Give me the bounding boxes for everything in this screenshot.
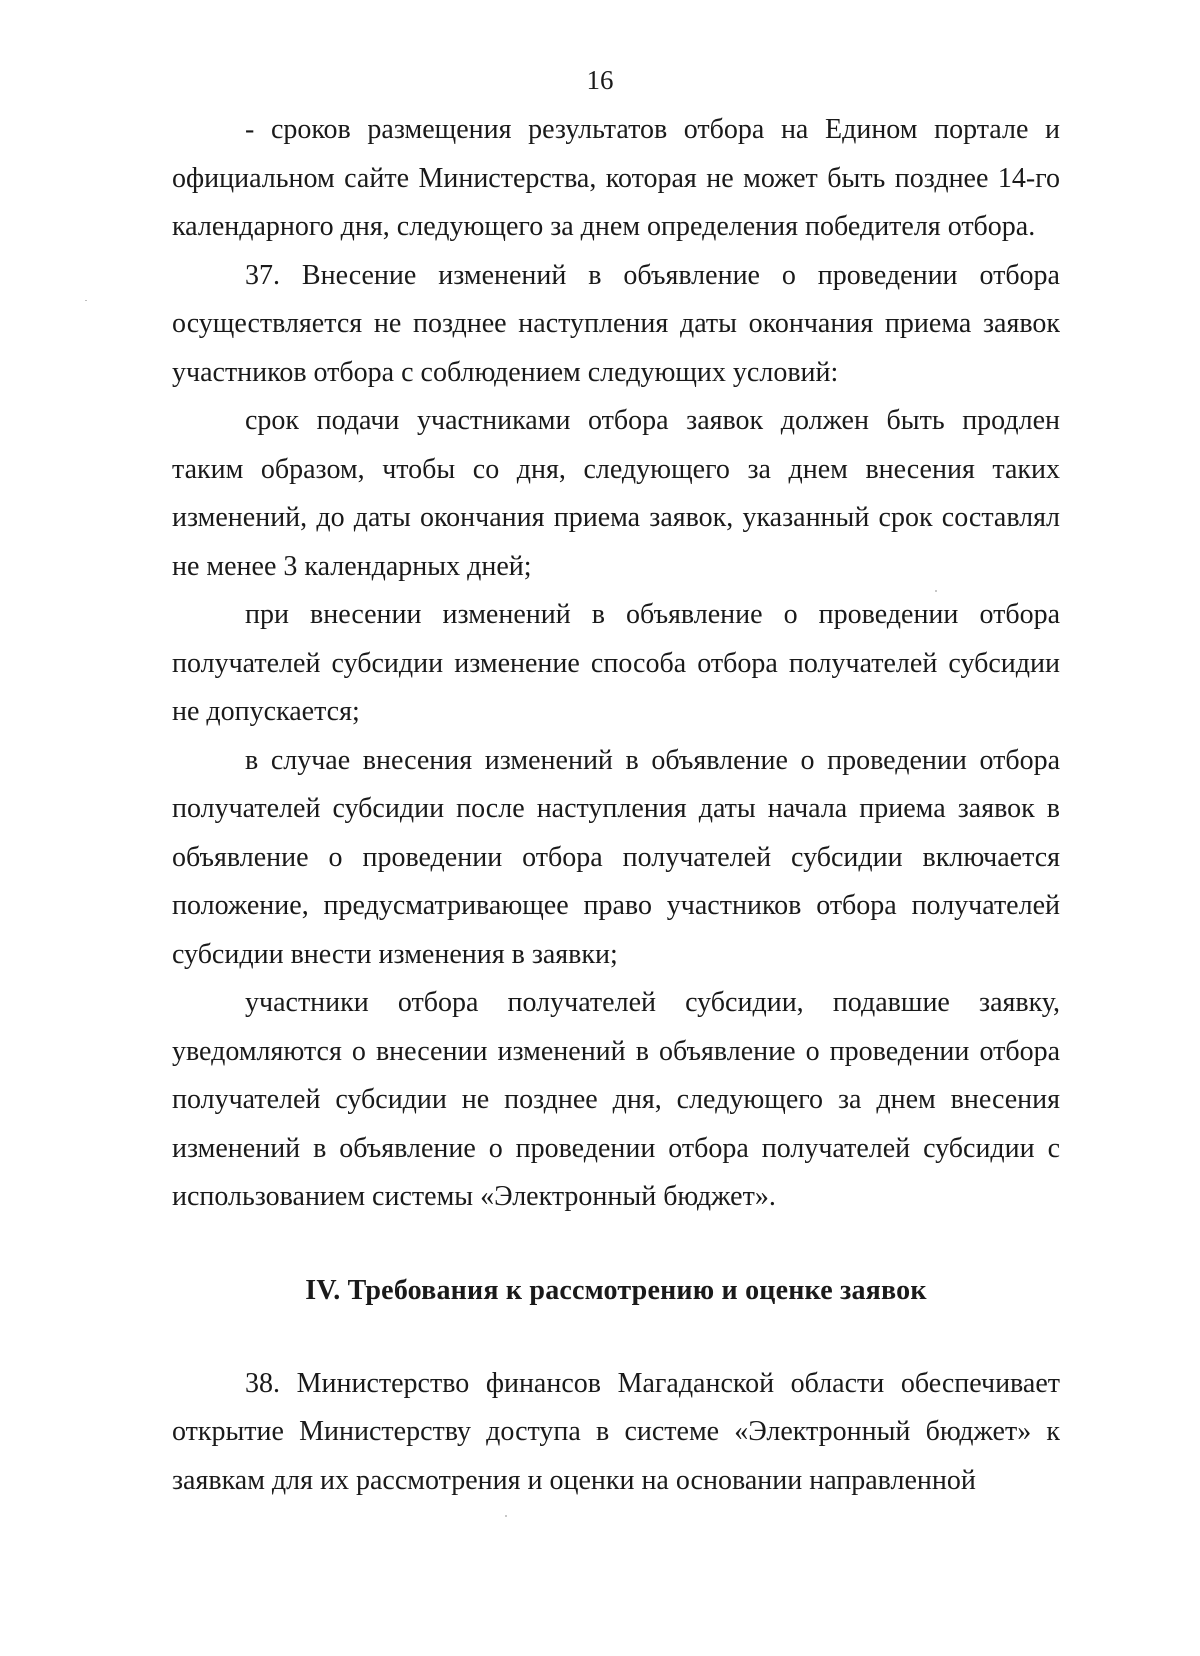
section-heading: IV. Требования к рассмотрению и оценке заявок: [305, 1274, 927, 1306]
paragraph-deadline-results: - сроков размещения результатов отбора на Едином портале и официальном сайте Министерства, которая не может быть позднее 14-го календарного дня, следующего за днем определения победителя отбора.: [172, 114, 1060, 242]
document-body: [172, 106, 1060, 1505]
paragraph-submission-term: срок подачи участниками отбора заявок должен быть продлен таким образом, чтобы со дня, следующего за днем внесения таких изменений, до даты окончания приема заявок, указанный срок составлял не менее 3 календарных дней;: [172, 405, 1060, 582]
page-number: 16: [586, 65, 614, 95]
paragraph-37: 37. Внесение изменений в объявление о проведении отбора осуществляется не позднее наступления даты окончания приема заявок участников отбора с соблюдением следующих условий:: [172, 259, 1060, 388]
paragraph-38: 38. Министерство финансов Магаданской области обеспечивает открытие Министерству доступа в системе «Электронный бюджет» к заявкам для их рассмотрения и оценки на основании направленной: [172, 1367, 1060, 1496]
scan-speck: [85, 300, 87, 301]
paragraph-change-after-start: в случае внесения изменений в объявление о проведении отбора получателей субсидии после наступления даты начала приема заявок в объявление о проведении отбора получателей субсидии включается положение, предусматривающее право участников отбора получателей субсидии внести изменения в заявки;: [172, 744, 1060, 970]
scan-speck: [935, 590, 937, 592]
paragraph-selection-method: при внесении изменений в объявление о проведении отбора получателей субсидии изменение способа отбора получателей субсидии не допускается;: [172, 599, 1060, 727]
scan-speck: [505, 1515, 507, 1517]
paragraph-participants-notified: участники отбора получателей субсидии, подавшие заявку, уведомляются о внесении изменений в объявление о проведении отбора получателей субсидии не позднее дня, следующего за днем внесения изменений в объявление о проведении отбора получателей субсидии с использованием системы «Электронный бюджет».: [172, 987, 1060, 1212]
